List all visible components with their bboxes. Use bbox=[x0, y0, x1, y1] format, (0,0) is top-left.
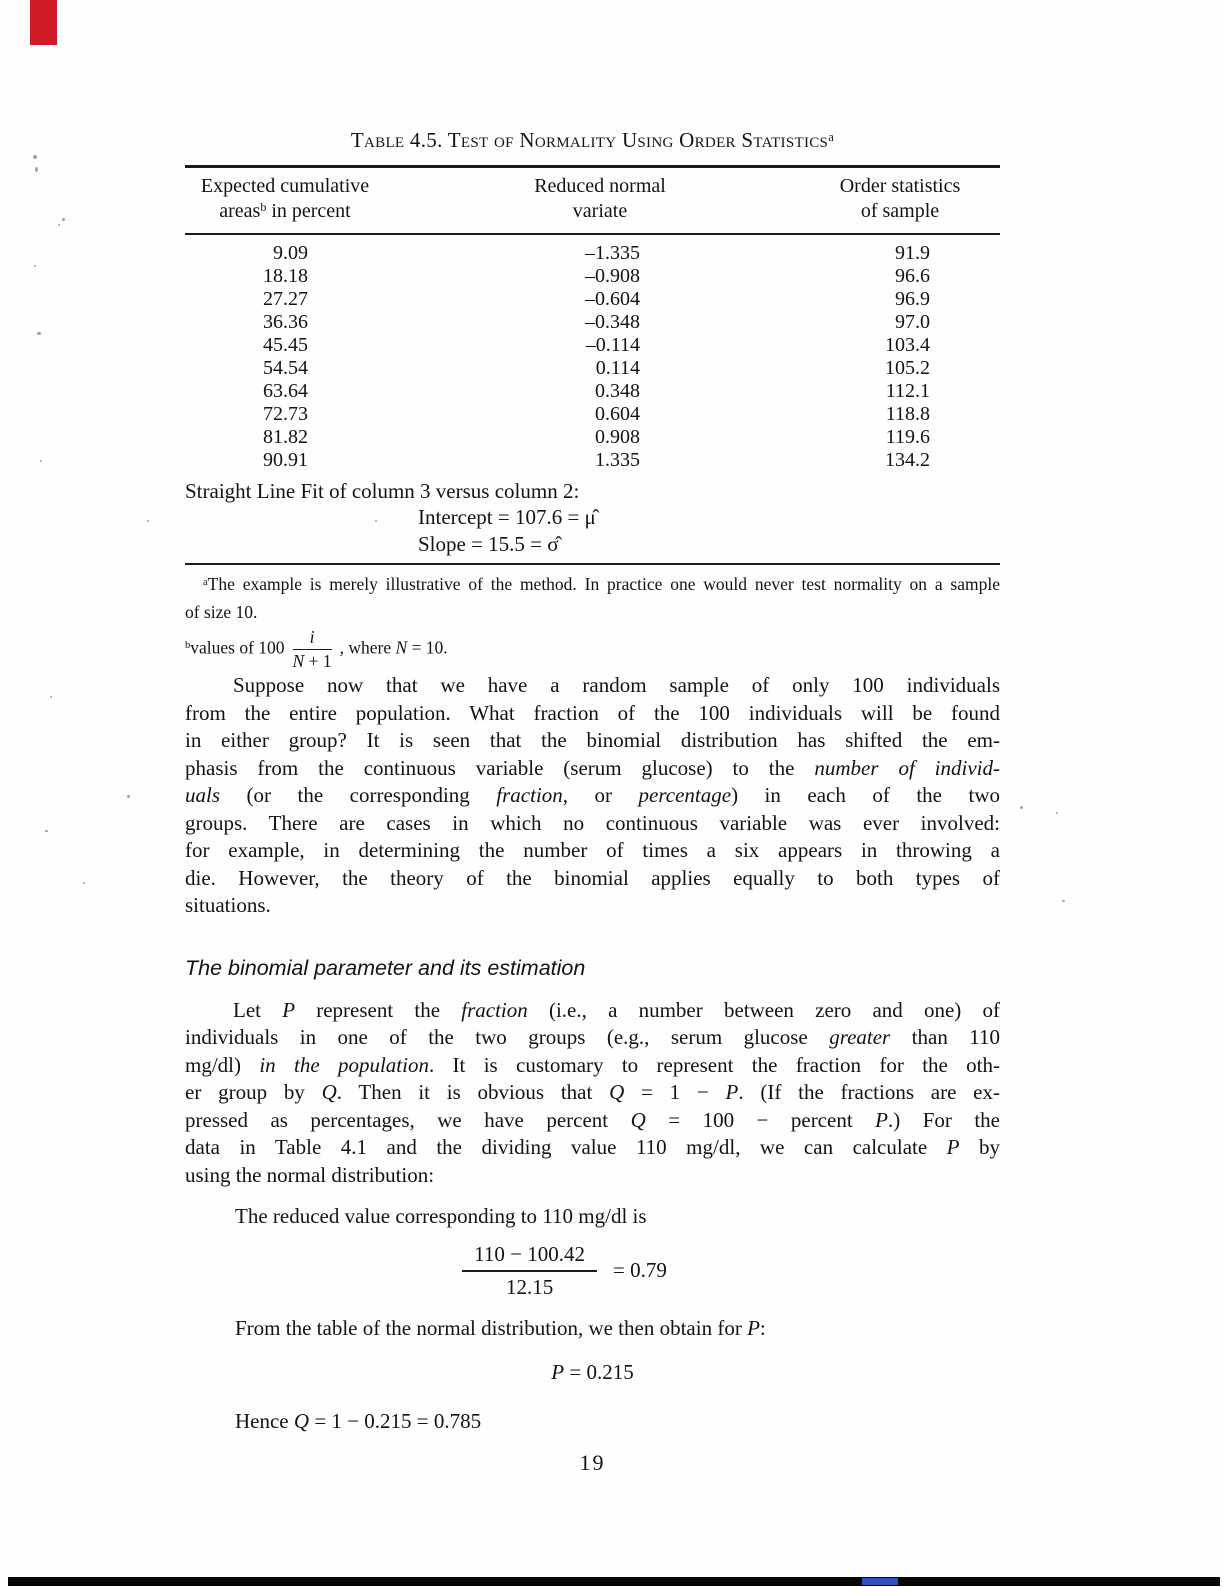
table-cell: 96.6 bbox=[895, 265, 930, 287]
regular-text: = 0.215 bbox=[564, 1360, 634, 1384]
table-body bbox=[185, 242, 1000, 472]
italic-text: P bbox=[282, 997, 296, 1022]
scan-red-edge-artifact bbox=[30, 0, 57, 45]
regular-text: . It is customary to represent the fraction for the oth- bbox=[428, 1052, 1001, 1077]
scan-speck bbox=[34, 265, 36, 267]
column-header-line2 bbox=[185, 199, 385, 226]
italic-text: P bbox=[946, 1135, 960, 1159]
scan-speck bbox=[45, 830, 48, 832]
table-cell: 0.604 bbox=[595, 403, 640, 425]
text-line bbox=[185, 600, 1000, 625]
p-value-equation bbox=[185, 1359, 1000, 1387]
table-cell: 91.9 bbox=[895, 242, 930, 264]
table-caption-text: Table 4.5. Test of Normality Using Order Statistics bbox=[350, 128, 829, 152]
scan-speck bbox=[83, 882, 85, 884]
equation-reduced-value bbox=[157, 1241, 972, 1301]
paragraph-1 bbox=[185, 672, 1000, 920]
italic-text: Q bbox=[293, 1408, 310, 1433]
regular-text: than 110 bbox=[890, 1025, 1000, 1049]
italic-text: P bbox=[875, 1107, 888, 1132]
italic-text: percentage bbox=[638, 783, 732, 807]
table-cell: 97.0 bbox=[895, 311, 930, 333]
table-row bbox=[185, 380, 1000, 403]
footnote-a bbox=[185, 572, 1000, 625]
table-row bbox=[185, 426, 1000, 449]
text-line bbox=[185, 837, 1000, 865]
reduced-value-sentence: The reduced value corresponding to 110 mg/dl is bbox=[235, 1204, 647, 1228]
regular-text: in either group? It is seen that the binomial distribution has shifted the em- bbox=[185, 728, 1000, 752]
text-line bbox=[185, 1107, 1000, 1135]
regular-text: = 100 − percent bbox=[645, 1107, 876, 1132]
table-caption-superscript: a bbox=[828, 129, 835, 144]
regular-text: = 10. bbox=[407, 637, 448, 658]
text-line bbox=[185, 1052, 1000, 1080]
table-cell: 0.348 bbox=[595, 380, 640, 402]
regular-text: + 1 bbox=[304, 651, 332, 671]
table-cell: 0.908 bbox=[595, 426, 640, 448]
table-cell: –0.114 bbox=[585, 334, 640, 356]
text-line bbox=[185, 700, 1000, 728]
column-header-expected-cumulative bbox=[185, 174, 385, 226]
scan-blue-mark bbox=[862, 1578, 898, 1585]
table-cell: –1.335 bbox=[585, 242, 640, 264]
regular-text: . (If the fractions are ex- bbox=[738, 1080, 1000, 1104]
text-line bbox=[185, 810, 1000, 838]
scan-speck bbox=[50, 696, 52, 698]
table-cell: –0.604 bbox=[585, 288, 640, 310]
italic-text: Q bbox=[609, 1080, 625, 1104]
table-header-row bbox=[185, 168, 1000, 231]
italic-text: Q bbox=[630, 1107, 646, 1132]
table-cell: 54.54 bbox=[263, 357, 308, 379]
regular-text: situations. bbox=[185, 893, 271, 917]
italic-text: uals bbox=[185, 783, 221, 807]
table-row bbox=[185, 311, 1000, 334]
table-cell: 112.1 bbox=[885, 380, 930, 402]
table-cell: 118.8 bbox=[885, 403, 930, 425]
regular-text: individuals in one of the two groups (e.g., serum glucose bbox=[185, 1025, 830, 1049]
regular-text: (i.e., a number between zero and one) of bbox=[527, 997, 1001, 1022]
table-cell: 105.2 bbox=[885, 357, 930, 379]
table-cell: 27.27 bbox=[263, 288, 308, 310]
italic-text: N bbox=[292, 651, 305, 671]
scan-speck bbox=[127, 795, 130, 798]
scan-speck bbox=[37, 332, 41, 335]
intercept-line: Intercept = 107.6 = μ̂ bbox=[418, 505, 596, 529]
superscript-text: b bbox=[260, 200, 267, 214]
table-cell: –0.348 bbox=[585, 311, 640, 333]
footnote-b-pre: values of 100 bbox=[190, 637, 285, 658]
regular-text: . Then it is obvious that bbox=[336, 1080, 610, 1104]
regular-text: : bbox=[759, 1315, 766, 1340]
table-cell: 90.91 bbox=[263, 449, 308, 471]
regular-text: .) For the bbox=[887, 1107, 1000, 1132]
regular-text: Hence bbox=[235, 1408, 294, 1433]
table-row bbox=[185, 288, 1000, 311]
page-number: 19 bbox=[579, 1450, 606, 1475]
regular-text: represent the bbox=[295, 997, 462, 1022]
regular-text: From the table of the normal distribution, we then obtain for bbox=[235, 1315, 748, 1340]
regular-text: pressed as percentages, we have percent bbox=[185, 1107, 631, 1132]
table-cell: 103.4 bbox=[885, 334, 930, 356]
table-row bbox=[185, 403, 1000, 426]
table-row bbox=[185, 242, 1000, 265]
table-caption bbox=[185, 126, 1000, 157]
text-line bbox=[185, 1024, 1000, 1052]
regular-text: areas bbox=[219, 200, 261, 222]
table-cell: 0.114 bbox=[595, 357, 640, 379]
table-cell: 134.2 bbox=[885, 449, 930, 471]
column-header-line2 bbox=[500, 199, 700, 224]
column-header-line1: Expected cumulative bbox=[200, 175, 370, 197]
regular-text: groups. There are cases in which no continuous variable was ever involved: bbox=[185, 810, 1000, 835]
regular-text: The example is merely illustrative of the method. In practice one would never test normality on a sample bbox=[207, 574, 1000, 594]
body-text bbox=[185, 672, 1000, 1435]
scan-speck bbox=[33, 155, 37, 159]
section-heading: The binomial parameter and its estimation bbox=[185, 955, 586, 980]
column-header-line2 bbox=[797, 199, 1003, 224]
regular-text: Let bbox=[233, 997, 283, 1022]
italic-text: fraction bbox=[496, 783, 563, 807]
table-cell: 9.09 bbox=[273, 242, 308, 264]
regular-text: , where bbox=[339, 637, 396, 658]
text-line bbox=[185, 865, 1000, 893]
regular-text: die. However, the theory of the binomial applies equally to both types of bbox=[185, 865, 1000, 890]
scan-bottom-edge-artifact bbox=[8, 1577, 1220, 1586]
equation-numerator: 110 − 100.42 bbox=[462, 1241, 597, 1272]
fraction-numerator: i bbox=[293, 627, 332, 650]
slope-line: Slope = 15.5 = σ̂ bbox=[418, 532, 559, 556]
fit-caption: Straight Line Fit of column 3 versus column 2: bbox=[185, 479, 580, 503]
table-cell: 96.9 bbox=[895, 288, 930, 310]
italic-text: Q bbox=[321, 1080, 337, 1104]
from-table-sentence bbox=[185, 1315, 1000, 1343]
italic-text: N bbox=[395, 637, 408, 658]
fraction-denominator bbox=[293, 650, 332, 672]
scan-speck bbox=[1062, 900, 1065, 902]
table-cell: 18.18 bbox=[263, 265, 308, 287]
text-line bbox=[185, 1079, 1000, 1107]
text-line bbox=[185, 727, 1000, 755]
italic-text: P bbox=[747, 1315, 760, 1340]
text-line bbox=[185, 755, 1000, 783]
table-cell: 1.335 bbox=[595, 449, 640, 471]
text-line bbox=[185, 782, 1000, 810]
italic-text: greater bbox=[829, 1025, 891, 1049]
column-header-line1: Reduced normal bbox=[534, 175, 666, 197]
equation-denominator: 12.15 bbox=[505, 1274, 554, 1299]
scan-speck bbox=[1020, 806, 1023, 809]
text-line bbox=[185, 997, 1000, 1025]
regular-text: in percent bbox=[266, 200, 351, 222]
table-cell: 36.36 bbox=[263, 311, 308, 333]
equation-fraction bbox=[462, 1241, 597, 1301]
table-bottom-rule bbox=[185, 563, 1000, 565]
superscript-text: a bbox=[203, 576, 208, 588]
italic-text: fraction bbox=[461, 997, 528, 1022]
regular-text: by bbox=[959, 1135, 1000, 1159]
hence-equation bbox=[185, 1408, 1000, 1436]
scan-speck bbox=[58, 224, 60, 226]
regular-text: = 1 − 0.215 = 0.785 bbox=[309, 1408, 482, 1433]
table-row bbox=[185, 265, 1000, 288]
equation-result: = 0.79 bbox=[612, 1257, 667, 1282]
footnote-b-fraction bbox=[293, 627, 332, 672]
regular-text: mg/dl) bbox=[185, 1052, 260, 1077]
table-4-5 bbox=[185, 126, 1000, 672]
column-header-order-statistics bbox=[797, 174, 1003, 224]
footnote-b-marker: b bbox=[185, 640, 191, 652]
text-line bbox=[185, 572, 1000, 600]
regular-text: (or the corresponding bbox=[220, 783, 497, 807]
regular-text: Suppose now that we have a random sample of only 100 individuals bbox=[233, 673, 1000, 697]
regular-text: of size 10. bbox=[185, 602, 258, 622]
table-header-rule bbox=[185, 233, 1000, 235]
italic-text: in the population bbox=[259, 1052, 429, 1077]
regular-text: ) in each of the two bbox=[731, 783, 1000, 807]
regular-text: from the entire population. What fraction of the 100 individuals will be found bbox=[185, 700, 1000, 725]
text-line bbox=[185, 892, 1000, 920]
italic-text: number of individ- bbox=[814, 755, 1000, 780]
regular-text: using the normal distribution: bbox=[185, 1162, 435, 1187]
regular-text: variate bbox=[572, 200, 628, 222]
regular-text: data in Table 4.1 and the dividing value 110 mg/dl, we can calculate bbox=[185, 1135, 947, 1159]
italic-text: P bbox=[551, 1360, 565, 1384]
regular-text: for example, in determining the number of times a six appears in throwing a bbox=[185, 838, 1000, 862]
column-header-line1: Order statistics bbox=[839, 175, 961, 197]
regular-text: er group by bbox=[185, 1080, 322, 1104]
column-header-reduced-normal bbox=[500, 174, 700, 224]
regular-text: , or bbox=[562, 783, 639, 807]
table-cell: 72.73 bbox=[263, 403, 308, 425]
table-cell: 81.82 bbox=[263, 426, 308, 448]
scan-speck bbox=[40, 460, 42, 462]
table-row bbox=[185, 449, 1000, 472]
text-line bbox=[185, 1162, 1000, 1190]
footnote-b bbox=[185, 627, 1000, 672]
text-line bbox=[185, 672, 1000, 700]
regular-text: = 1 − bbox=[624, 1080, 726, 1104]
italic-text: P bbox=[725, 1080, 739, 1104]
scan-speck bbox=[1056, 812, 1058, 814]
footnote-b-post bbox=[340, 638, 448, 658]
scan-speck bbox=[147, 520, 149, 522]
regular-text: phasis from the continuous variable (serum glucose) to the bbox=[185, 755, 815, 780]
table-cell: 45.45 bbox=[263, 334, 308, 356]
table-cell: 63.64 bbox=[263, 380, 308, 402]
paragraph-2 bbox=[185, 997, 1000, 1190]
scan-speck bbox=[35, 167, 38, 172]
scan-speck bbox=[375, 520, 377, 522]
scan-speck bbox=[62, 218, 65, 221]
table-cell: –0.908 bbox=[585, 265, 640, 287]
regular-text: of sample bbox=[860, 200, 940, 222]
table-row bbox=[185, 357, 1000, 380]
table-cell: 119.6 bbox=[885, 426, 930, 448]
table-row bbox=[185, 334, 1000, 357]
text-line bbox=[185, 1134, 1000, 1162]
